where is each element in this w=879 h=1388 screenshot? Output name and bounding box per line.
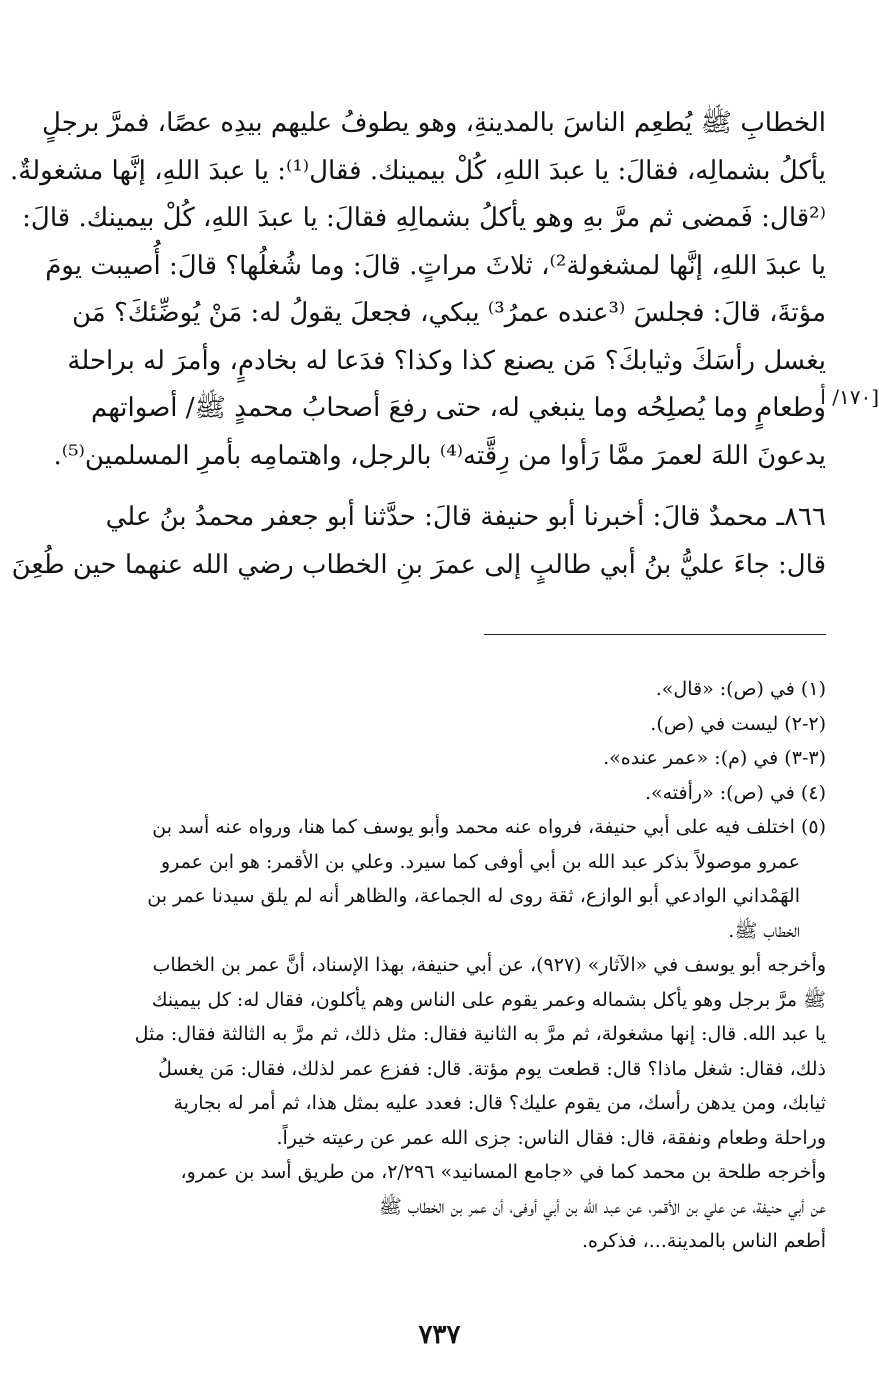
footnote-line: (٣-٣) في (م): «عمر عنده». [603,747,826,769]
page-number: ٧٣٧ [418,1320,461,1350]
paragraph-gap [62,480,826,494]
footnote-line: وأخرجه أبو يوسف في «الآثار» (٩٢٧)، عن أبي حنيفة، بهذا الإسناد، أنَّ عمر بن الخطاب [152,954,826,976]
text-line: يأكلُ بشمالِه، فقالَ: يا عبدَ اللهِ، كُلْ بيمينك. فقال⁽¹⁾: يا عبدَ اللهِ، إنَّها مشغولةٌ. [10,155,826,186]
text-line: مؤتةَ، قالَ: فجلسَ ⁽³عنده عمرُ³⁾ يبكي، فجعلَ يقولُ له: مَنْ يُوضِّئكَ؟ مَن [71,298,826,328]
footnote-line: الهَمْداني الوادعي أبو الوازع، ثقة روى له الجماعة، والظاهر أنه لم يلق سيدنا عمر بن [147,885,800,907]
footnote-line: عن أبي حنيفة، عن علي بن الأقمر، عن عبد الله بن أبي أوفى، أن عمر بن الخطاب ﷺ [378,1195,826,1218]
footnotes [78,672,826,1259]
footnote-line: عمرو موصولاً بذكر عبد الله بن أبي أوفى كما سيرد. وعلي بن الأقمر: هو ابن عمرو [160,850,800,873]
text-line: الخطابِ ﷺ يُطعِم الناسَ بالمدينةِ، وهو يطوفُ عليهم بيدِه عصًا، فمرَّ برجلٍ [42,108,826,138]
footnote-line: (٤) في (ص): «رأفته». [644,781,826,804]
text-line: ٨٦٦ـ محمدٌ قالَ: أخبرنا أبو حنيفة قالَ: حدَّثنا أبو جعفر محمدُ بنُ علي [105,502,826,532]
text-line: يا عبدَ اللهِ، إنَّها لمشغولة²⁾، ثلاثَ مراتٍ. قالَ: وما شُغلُها؟ قالَ: أُصيبت يومَ [45,250,826,281]
paragraph-1 [10,100,826,480]
footnote-separator [484,634,826,635]
footnote-line: ثيابك، ومن يدهن رأسك، من يقوم عليك؟ قال: فعدد عليه بمثل هذا، ثم أمر له بجارية [173,1092,826,1114]
main-text [10,100,826,589]
footnote-line: (٢-٢) ليست في (ص). [650,712,826,735]
footnote-line: وراحلة وطعام ونفقة، قال: فقال الناس: جزى الله عمر عن رعيته خيراً. [276,1126,826,1149]
text-line: يغسل رأسَكَ وثيابكَ؟ مَن يصنع كذا وكذا؟ فدَعا له بخادمٍ، وأمرَ له براحلة [67,345,826,376]
footnote-line: يا عبد الله. قال: إنها مشغولة، ثم مرَّ به الثانية فقال: مثل ذلك، ثم مرَّ به الثالثة فقال: مثل [134,1023,826,1045]
footnote-line: الخطاب ﷺ. [728,919,800,942]
manuscript-folio-marker: [١٧٠/ أ [820,385,879,409]
footnote-line: ذلك، فقال: شغل ماذا؟ قال: قطعت يوم مؤتة. قال: ففزع عمر لذلك، فقال: مَن يغسلُ [157,1057,826,1080]
text-line: قال: جاءَ عليُّ بنُ أبي طالبٍ إلى عمرَ بنِ الخطاب رضي الله عنهما حين طُعِنَ [11,549,826,580]
text-line: يدعونَ اللهَ لعمرَ ممَّا رَأوا من رِقَّته⁽⁴⁾ بالرجل، واهتمامِه بأمرِ المسلمين⁽⁵⁾. [53,440,826,471]
footnote-line: ﷺ مرَّ برجل وهو يأكل بشماله وعمر يقوم على الناس وهم يأكلون، فقال له: كل بيمينك [151,988,826,1011]
text-line: وطعامٍ وما يُصلِحُه وما ينبغي له، حتى رفعَ أصحابُ محمدٍ ﷺ/ أصواتهم [91,393,826,423]
text-line: ⁽²قال: فَمضى ثم مرَّ بهِ وهو يأكلُ بشمالِهِ فقالَ: يا عبدَ اللهِ، كُلْ بيمينك. قالَ: [22,203,826,233]
paragraph-2 [11,494,826,589]
footnote-line: (٥) اختلف فيه على أبي حنيفة، فرواه عنه محمد وأبو يوسف كما هنا، ورواه عنه أسد بن [152,816,826,838]
footnote-line: وأخرجه طلحة بن محمد كما في «جامع المسانيد» ٢/٢٩٦، من طريق أسد بن عمرو، [180,1161,826,1183]
footnote-line: أطعم الناس بالمدينة...، فذكره. [582,1230,826,1252]
footnote-line: (١) في (ص): «قال». [655,678,826,700]
